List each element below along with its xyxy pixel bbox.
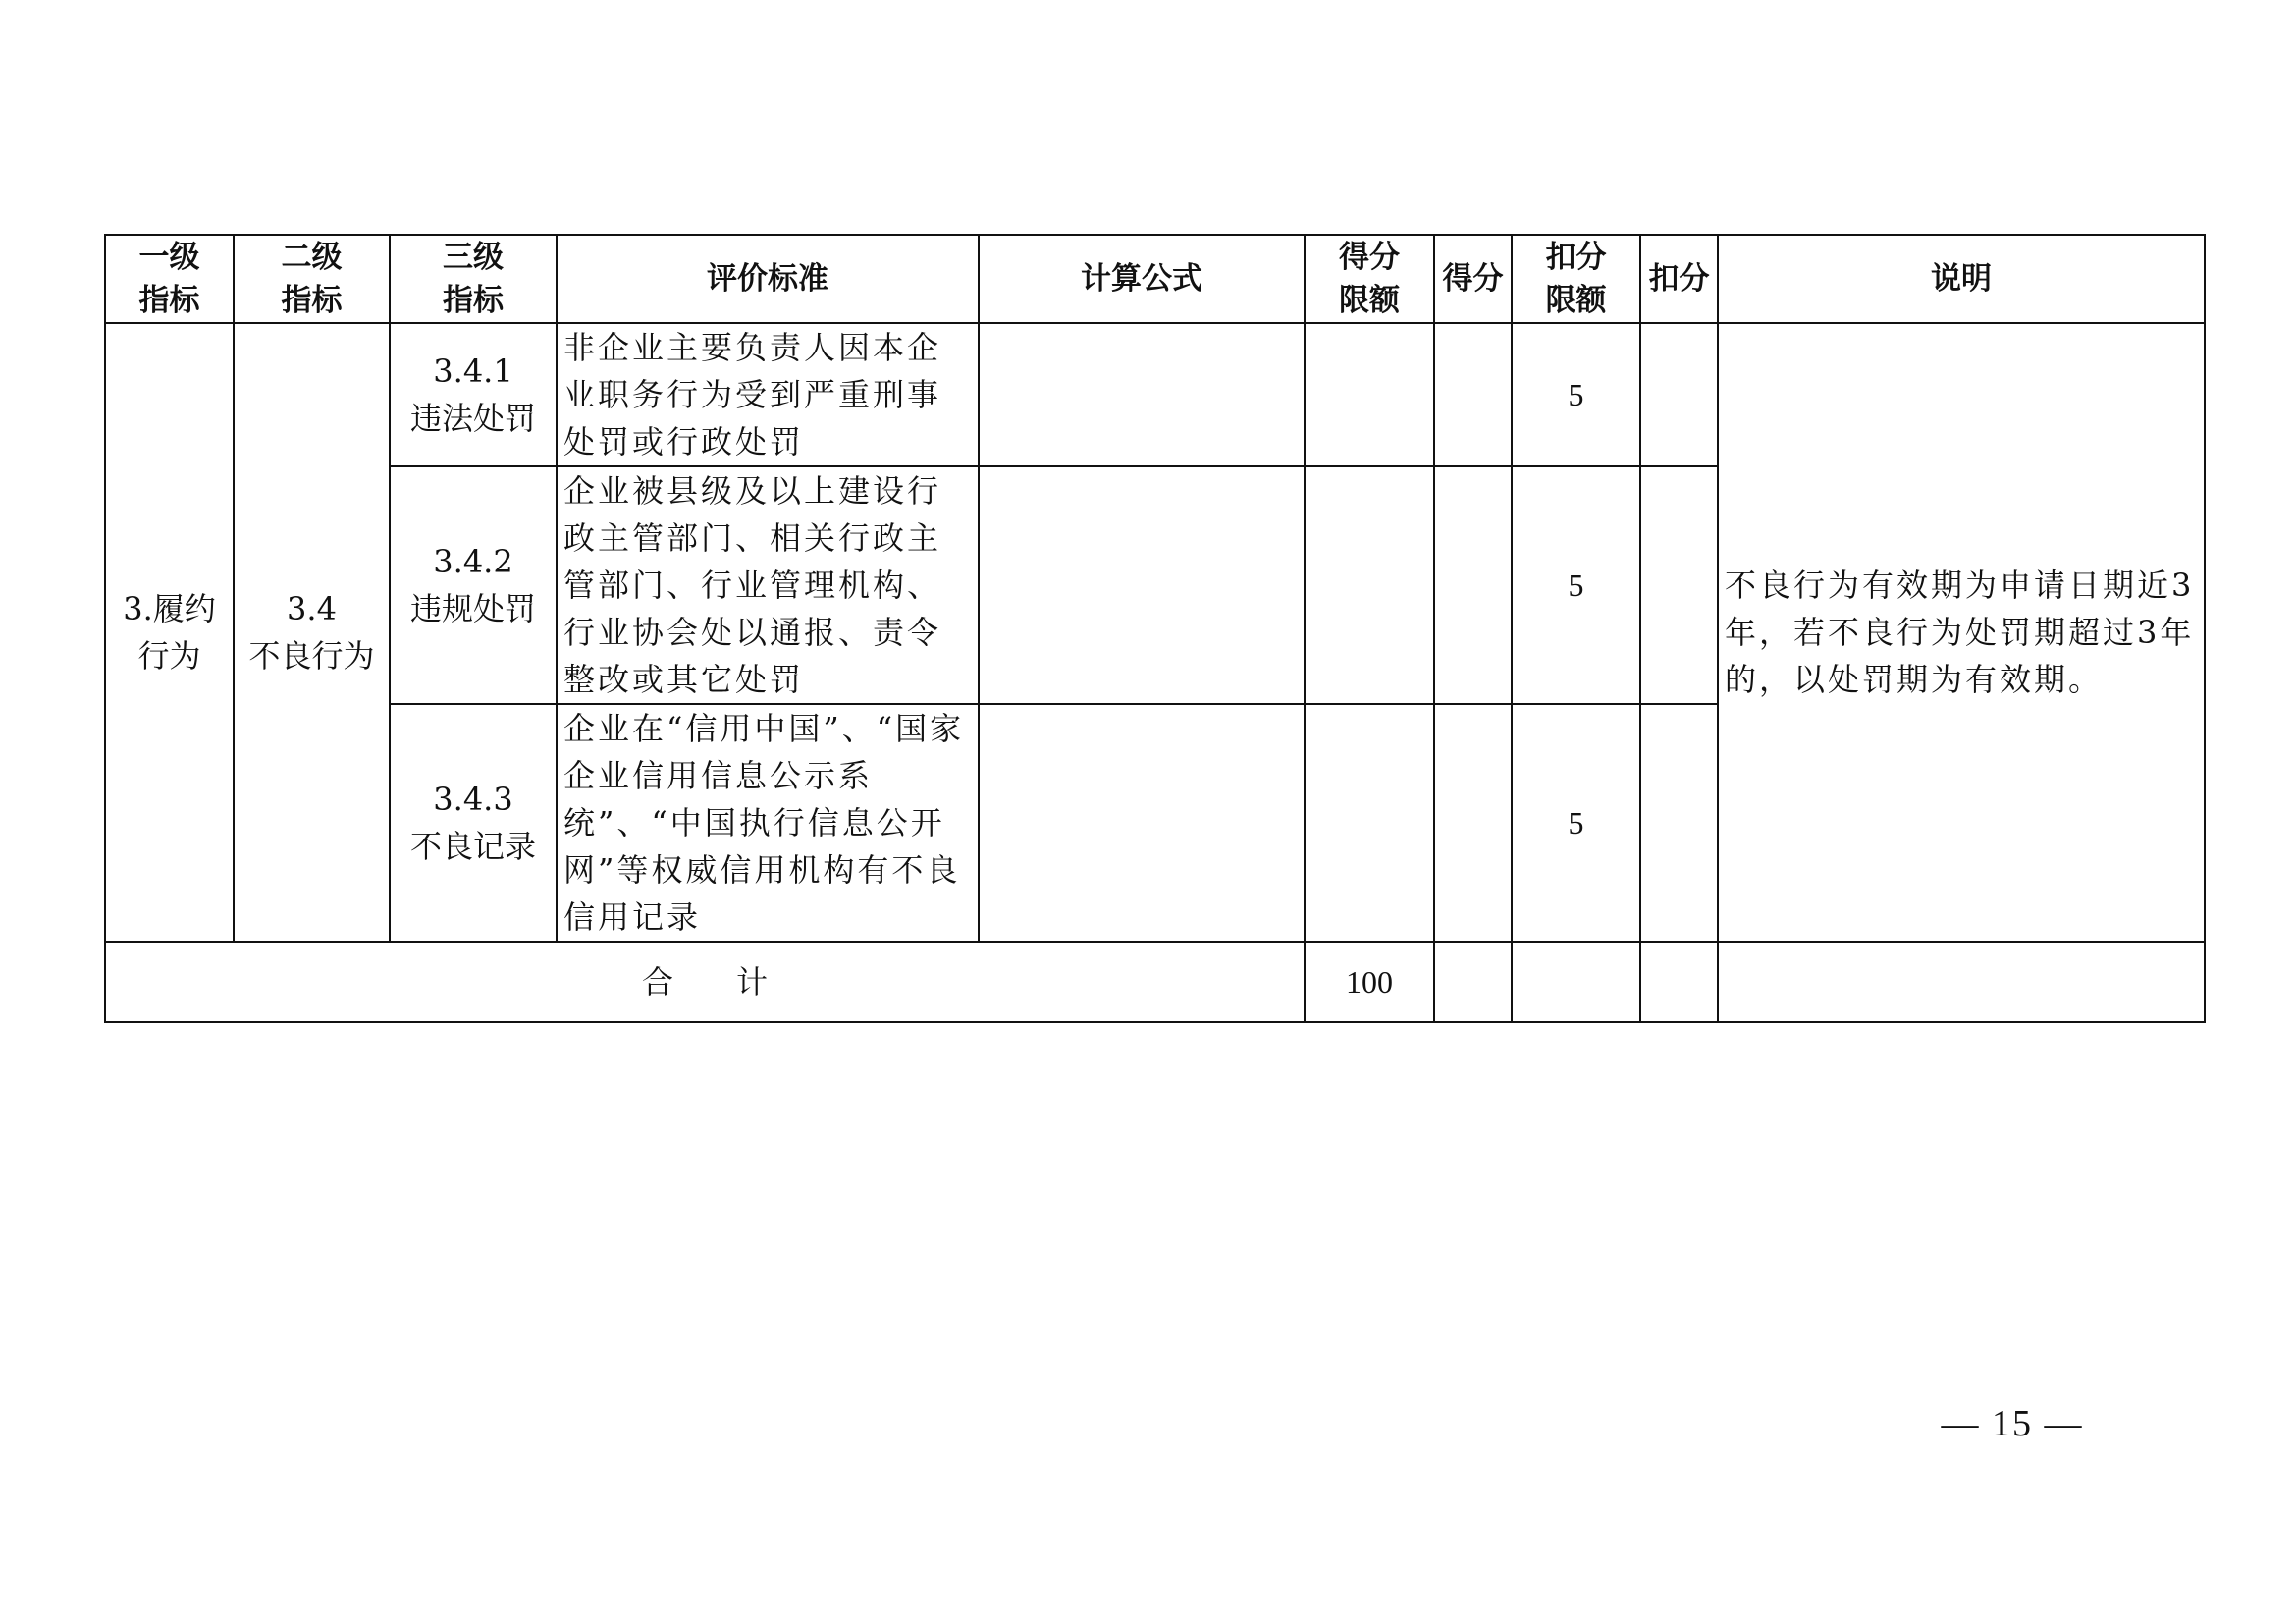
level3-cell: 3.4.3 不良记录 xyxy=(390,704,557,942)
formula-cell xyxy=(979,466,1305,704)
formula-cell xyxy=(979,704,1305,942)
total-deduct xyxy=(1640,942,1718,1022)
score-limit-cell xyxy=(1305,704,1434,942)
formula-cell xyxy=(979,323,1305,466)
header-deduct-limit: 扣分 限额 xyxy=(1512,235,1640,323)
header-score: 得分 xyxy=(1434,235,1512,323)
score-limit-cell xyxy=(1305,323,1434,466)
header-level2: 二级 指标 xyxy=(234,235,390,323)
header-score-limit: 得分 限额 xyxy=(1305,235,1434,323)
deduct-limit-cell: 5 xyxy=(1512,466,1640,704)
deduct-cell xyxy=(1640,466,1718,704)
header-level3: 三级 指标 xyxy=(390,235,557,323)
total-score-limit: 100 xyxy=(1305,942,1434,1022)
criteria-cell: 非企业主要负责人因本企业职务行为受到严重刑事处罚或行政处罚 xyxy=(557,323,979,466)
deduct-limit-cell: 5 xyxy=(1512,704,1640,942)
total-label: 合 计 xyxy=(105,942,1305,1022)
header-formula: 计算公式 xyxy=(979,235,1305,323)
note-cell: 不良行为有效期为申请日期近3年，若不良行为处罚期超过3年的，以处罚期为有效期。 xyxy=(1718,323,2205,942)
criteria-cell: 企业被县级及以上建设行政主管部门、相关行政主管部门、行业管理机构、行业协会处以通报、责令整改或其它处罚 xyxy=(557,466,979,704)
score-cell xyxy=(1434,466,1512,704)
header-row xyxy=(105,235,2205,323)
level1-cell: 3.履约 行为 xyxy=(105,323,234,942)
score-cell xyxy=(1434,704,1512,942)
criteria-cell: 企业在“信用中国”、“国家企业信用信息公示系统”、“中国执行信息公开网”等权威信用机构有不良信用记录 xyxy=(557,704,979,942)
deduct-cell xyxy=(1640,323,1718,466)
total-row xyxy=(105,942,2205,1022)
score-cell xyxy=(1434,323,1512,466)
table-row xyxy=(105,323,2205,466)
header-criteria: 评价标准 xyxy=(557,235,979,323)
deduct-cell xyxy=(1640,704,1718,942)
total-note xyxy=(1718,942,2205,1022)
header-level1: 一级 指标 xyxy=(105,235,234,323)
total-deduct-limit xyxy=(1512,942,1640,1022)
score-limit-cell xyxy=(1305,466,1434,704)
header-deduct: 扣分 xyxy=(1640,235,1718,323)
deduct-limit-cell: 5 xyxy=(1512,323,1640,466)
level3-cell: 3.4.2 违规处罚 xyxy=(390,466,557,704)
page-number: — 15 — xyxy=(1941,1403,2084,1444)
total-score xyxy=(1434,942,1512,1022)
level3-cell: 3.4.1 违法处罚 xyxy=(390,323,557,466)
evaluation-table xyxy=(104,234,2206,1023)
level2-cell: 3.4 不良行为 xyxy=(234,323,390,942)
header-note: 说明 xyxy=(1718,235,2205,323)
